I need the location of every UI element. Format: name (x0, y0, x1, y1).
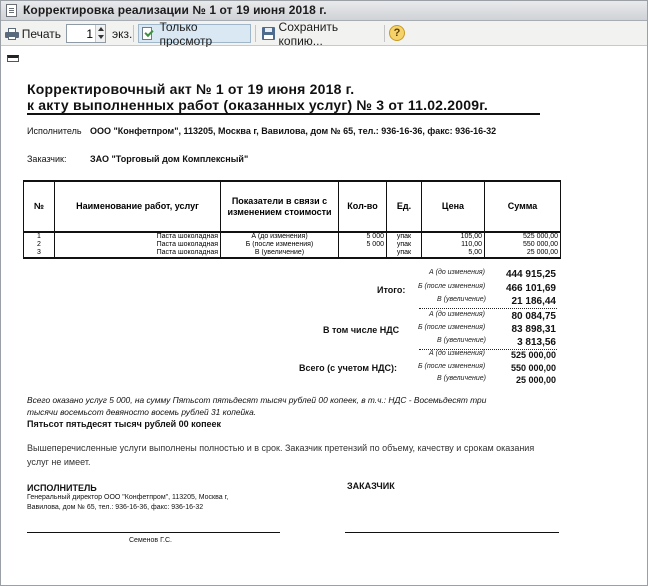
cell-unit: упак (387, 249, 422, 258)
all-value-c: 25 000,00 (515, 375, 556, 385)
save-copy-button[interactable] (260, 19, 382, 48)
vat-tag-c: В (увеличение) (437, 337, 486, 344)
cell-sum: 25 000,00 (485, 249, 561, 258)
summary-line2: тысячи восемьсот девяносто восемь рублей 31 копейка. (27, 407, 257, 417)
col-header-sum: Сумма (485, 181, 561, 232)
spin-up-icon[interactable] (98, 27, 104, 31)
all-tag-a: А (до изменения) (429, 350, 485, 357)
vat-tag-b: Б (после изменения) (418, 324, 486, 331)
title-bar (1, 1, 647, 21)
total-value-c: 21 186,44 (511, 296, 556, 307)
all-tag-b: Б (после изменения) (418, 363, 486, 370)
total-value-b: 466 101,69 (505, 283, 556, 294)
view-only-icon (142, 27, 155, 40)
table-row (24, 241, 561, 249)
toolbar-separator (384, 25, 385, 42)
cell-price: 5,00 (422, 249, 485, 258)
table-row (24, 249, 561, 258)
doc-title-line1: Корректировочный акт № 1 от 19 июня 2018 г. (27, 81, 355, 97)
cell-name: Паста шоколадная (55, 232, 221, 241)
note-line2: услуг не имеет. (27, 457, 91, 467)
cell-qty: 5 000 (339, 232, 387, 241)
vat-label: В том числе НДС (323, 325, 400, 335)
toolbar-separator (255, 25, 256, 42)
col-header-indicator: Показатели в связи с изменением стоимости (221, 181, 339, 232)
cell-price: 110,00 (422, 241, 485, 249)
table-header-row (24, 181, 561, 232)
executor-signature-name: Семенов Г.С. (129, 537, 172, 544)
total-tag-a: А (до изменения) (429, 269, 485, 276)
cell-indicator: А (до изменения) (221, 232, 339, 241)
section-marker-icon (7, 55, 19, 62)
copies-value: 1 (86, 27, 93, 41)
total-tag-b: Б (после изменения) (418, 283, 486, 290)
vat-value-b: 83 898,31 (511, 324, 556, 335)
customer-value: ЗАО "Торговый дом Комплексный" (90, 154, 249, 164)
summary-line1: Всего оказано услуг 5 000, на сумму Пятьсот пятьдесят тысяч рублей 00 копеек, в т.ч.: НДС - Восемьдесят три (27, 395, 487, 405)
vat-tag-a: А (до изменения) (429, 311, 485, 318)
summary-amount-words: Пятьсот пятьдесят тысяч рублей 00 копеек (27, 419, 222, 429)
all-value-a: 525 000,00 (510, 350, 556, 360)
floppy-disk-icon (262, 27, 275, 40)
total-label: Итого: (377, 285, 406, 295)
print-label: Печать (21, 26, 61, 41)
save-copy-label: Сохранить копию... (278, 19, 339, 48)
document-area[interactable] (1, 47, 647, 585)
services-table (23, 180, 561, 259)
copies-stepper[interactable] (66, 24, 106, 43)
cell-unit: упак (387, 241, 422, 249)
toolbar-separator (133, 25, 134, 42)
executor-signature-heading: ИСПОЛНИТЕЛЬ (27, 483, 97, 493)
cell-unit: упак (387, 232, 422, 241)
cell-sum: 550 000,00 (485, 241, 561, 249)
col-header-unit: Ед. (387, 181, 422, 232)
customer-signature-line (345, 532, 559, 533)
table-row (24, 232, 561, 241)
cell-sum: 525 000,00 (485, 232, 561, 241)
executor-label: Исполнитель (27, 126, 82, 136)
vat-value-c: 3 813,56 (517, 337, 556, 348)
customer-label: Заказчик: (27, 154, 67, 164)
cell-indicator: Б (после изменения) (221, 241, 339, 249)
document-icon (6, 4, 17, 17)
cell-num: 1 (24, 232, 55, 241)
executor-signature-line (27, 532, 280, 533)
cell-price: 105,00 (422, 232, 485, 241)
copies-spin-buttons[interactable] (95, 25, 105, 42)
executor-value: ООО "Конфетпром", 113205, Москва г, Вавилова, дом № 65, тел.: 936-16-36, факс: 936-16-32 (90, 126, 497, 136)
customer-signature-heading: ЗАКАЗЧИК (347, 481, 395, 491)
all-tag-c: В (увеличение) (437, 375, 486, 382)
title-underline (27, 113, 540, 115)
all-label: Всего (с учетом НДС): (299, 363, 397, 373)
all-value-b: 550 000,00 (510, 363, 556, 373)
col-header-num: № (24, 181, 55, 232)
spin-down-icon[interactable] (98, 35, 104, 39)
col-header-name: Наименование работ, услуг (55, 181, 221, 232)
totals-separator (419, 308, 557, 309)
col-header-qty: Кол-во (339, 181, 387, 232)
view-only-toggle[interactable] (138, 19, 251, 48)
total-tag-c: В (увеличение) (437, 296, 486, 303)
print-button[interactable] (5, 24, 61, 43)
toolbar (1, 21, 647, 46)
executor-signature-line1: Генеральный директор ООО "Конфетпром", 113205, Москва г, (27, 494, 229, 501)
note-line1: Вышеперечисленные услуги выполнены полностью и в срок. Заказчик претензий по объему, качеству и срокам оказания (27, 443, 535, 453)
col-header-price: Цена (422, 181, 485, 232)
total-value-a: 444 915,25 (505, 269, 556, 280)
view-only-label: Только просмотр (159, 19, 213, 48)
cell-name: Паста шоколадная (55, 249, 221, 258)
cell-indicator: В (увеличение) (221, 249, 339, 258)
cell-qty: 5 000 (339, 241, 387, 249)
cell-name: Паста шоколадная (55, 241, 221, 249)
executor-signature-line2: Вавилова, дом № 65, тел.: 936-16-36, факс: 936-16-32 (27, 504, 204, 511)
help-icon[interactable]: ? (389, 25, 405, 41)
vat-value-a: 80 084,75 (511, 311, 556, 322)
printer-icon (5, 28, 18, 40)
copies-unit-label: экз. (112, 26, 133, 41)
cell-num: 3 (24, 249, 55, 258)
cell-qty (339, 249, 387, 258)
doc-title-line2: к акту выполненных работ (оказанных услуг) № 3 от 11.02.2009г. (27, 97, 488, 113)
window-title: Корректировка реализации № 1 от 19 июня 2018 г. (23, 3, 327, 17)
cell-num: 2 (24, 241, 55, 249)
